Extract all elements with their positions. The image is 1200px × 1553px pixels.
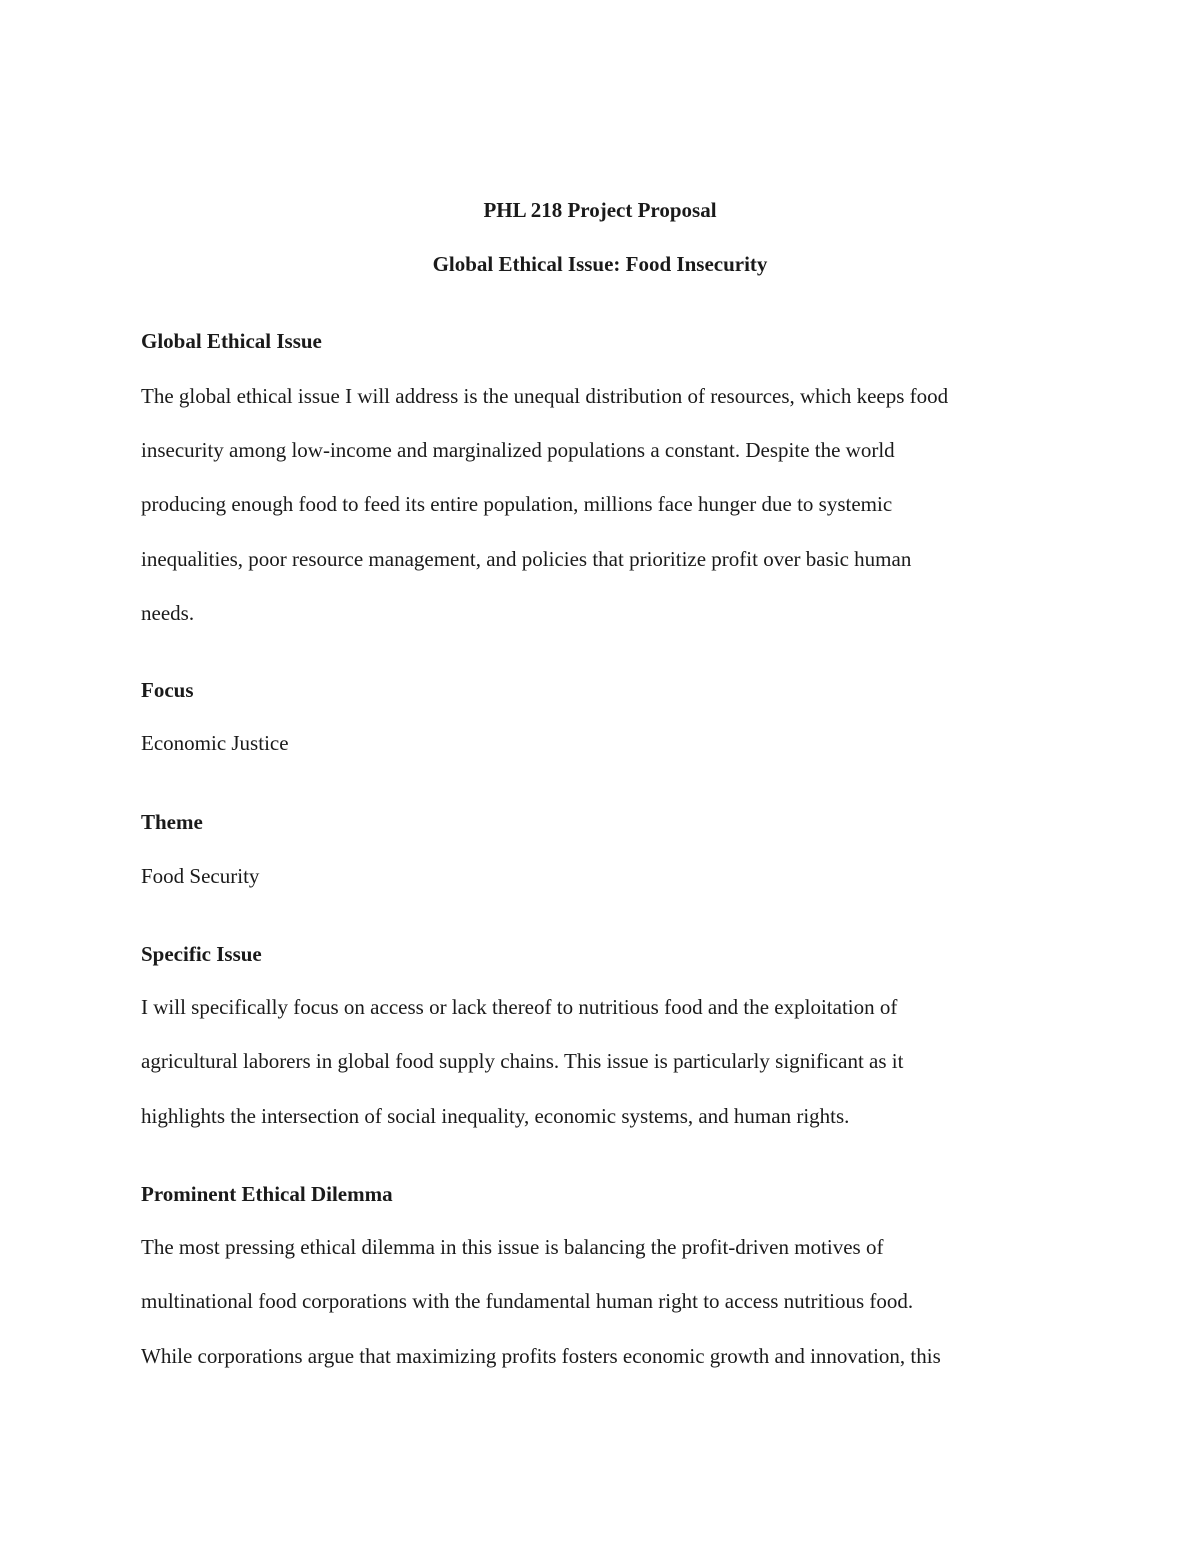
section-heading-focus: Focus <box>141 678 194 702</box>
paragraph-line: needs. <box>141 601 195 625</box>
section-heading-specific-issue: Specific Issue <box>141 942 262 966</box>
focus-value: Economic Justice <box>141 731 289 755</box>
paragraph-line: multinational food corporations with the fundamental human right to access nutritious food. <box>141 1289 914 1313</box>
paragraph-line: insecurity among low-income and marginalized populations a constant. Despite the world <box>141 438 895 462</box>
paragraph-line: producing enough food to feed its entire population, millions face hunger due to systemic <box>141 492 893 516</box>
paragraph-line: highlights the intersection of social inequality, economic systems, and human rights. <box>141 1104 850 1128</box>
section-heading-theme: Theme <box>141 810 203 834</box>
paragraph-line: The global ethical issue I will address is the unequal distribution of resources, which keeps food <box>141 384 949 408</box>
paragraph-line: I will specifically focus on access or lack thereof to nutritious food and the exploitation of <box>141 995 898 1019</box>
paragraph-line: While corporations argue that maximizing profits fosters economic growth and innovation, this <box>141 1344 941 1368</box>
paragraph-line: agricultural laborers in global food supply chains. This issue is particularly significant as it <box>141 1049 904 1073</box>
section-heading-prominent-ethical-dilemma: Prominent Ethical Dilemma <box>141 1182 393 1206</box>
paragraph-line: The most pressing ethical dilemma in this issue is balancing the profit-driven motives of <box>141 1235 884 1259</box>
section-heading-global-ethical-issue: Global Ethical Issue <box>141 329 322 353</box>
document-title: PHL 218 Project Proposal <box>483 198 717 222</box>
paragraph-line: inequalities, poor resource management, and policies that prioritize profit over basic human <box>141 547 912 571</box>
theme-value: Food Security <box>141 864 260 888</box>
document-subtitle: Global Ethical Issue: Food Insecurity <box>432 252 768 276</box>
